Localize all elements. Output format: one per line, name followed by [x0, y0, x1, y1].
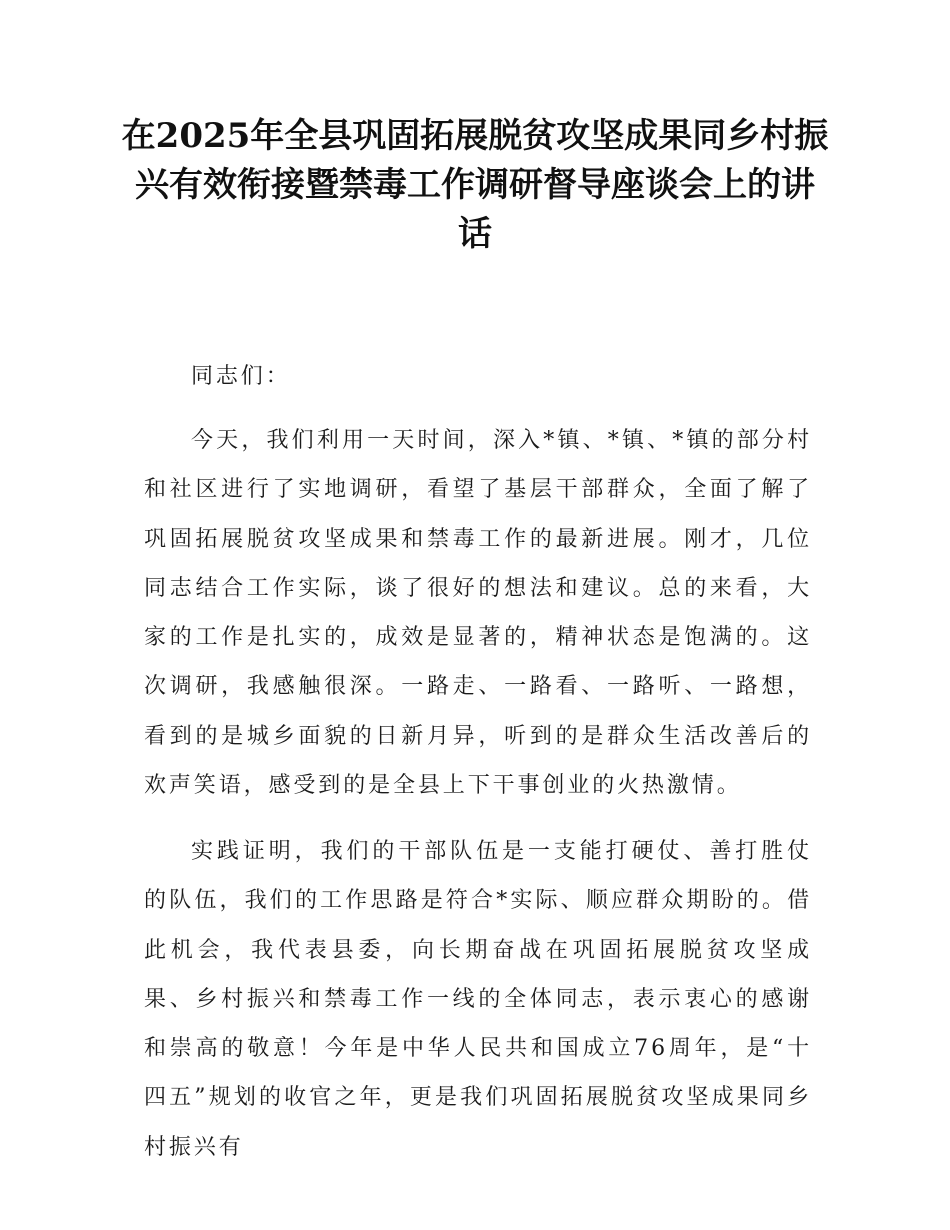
salutation: 同志们： — [191, 364, 291, 389]
paragraph-2: 实践证明，我们的干部队伍是一支能打硬仗、善打胜仗的队伍，我们的工作思路是符合*实际、顺应群众期盼的。借此机会，我代表县委，向长期奋战在巩固拓展脱贫攻坚成果、乡村振兴和禁毒工作一线的全体同志，表示衷心的感谢和崇高的敬意！今年是中华人民共和国成立76周年，是“十四五”规划的收官之年，更是我们巩固拓展脱贫攻坚成果同乡村振兴有 — [144, 839, 812, 1160]
document-title: 在2025年全县巩固拓展脱贫攻坚成果同乡村振兴有效衔接暨禁毒工作调研督导座谈会上的讲话 — [121, 116, 829, 254]
paragraph-1: 今天，我们利用一天时间，深入*镇、*镇、*镇的部分村和社区进行了实地调研，看望了基层干部群众，全面了解了巩固拓展脱贫攻坚成果和禁毒工作的最新进展。刚才，几位同志结合工作实际，谈了很好的想法和建议。总的来看，大家的工作是扎实的，成效是显著的，精神状态是饱满的。这次调研，我感触很深。一路走、一路看、一路听、一路想，看到的是城乡面貌的日新月异，听到的是群众生活改善后的欢声笑语，感受到的是全县上下干事创业的火热激情。 — [144, 428, 812, 799]
